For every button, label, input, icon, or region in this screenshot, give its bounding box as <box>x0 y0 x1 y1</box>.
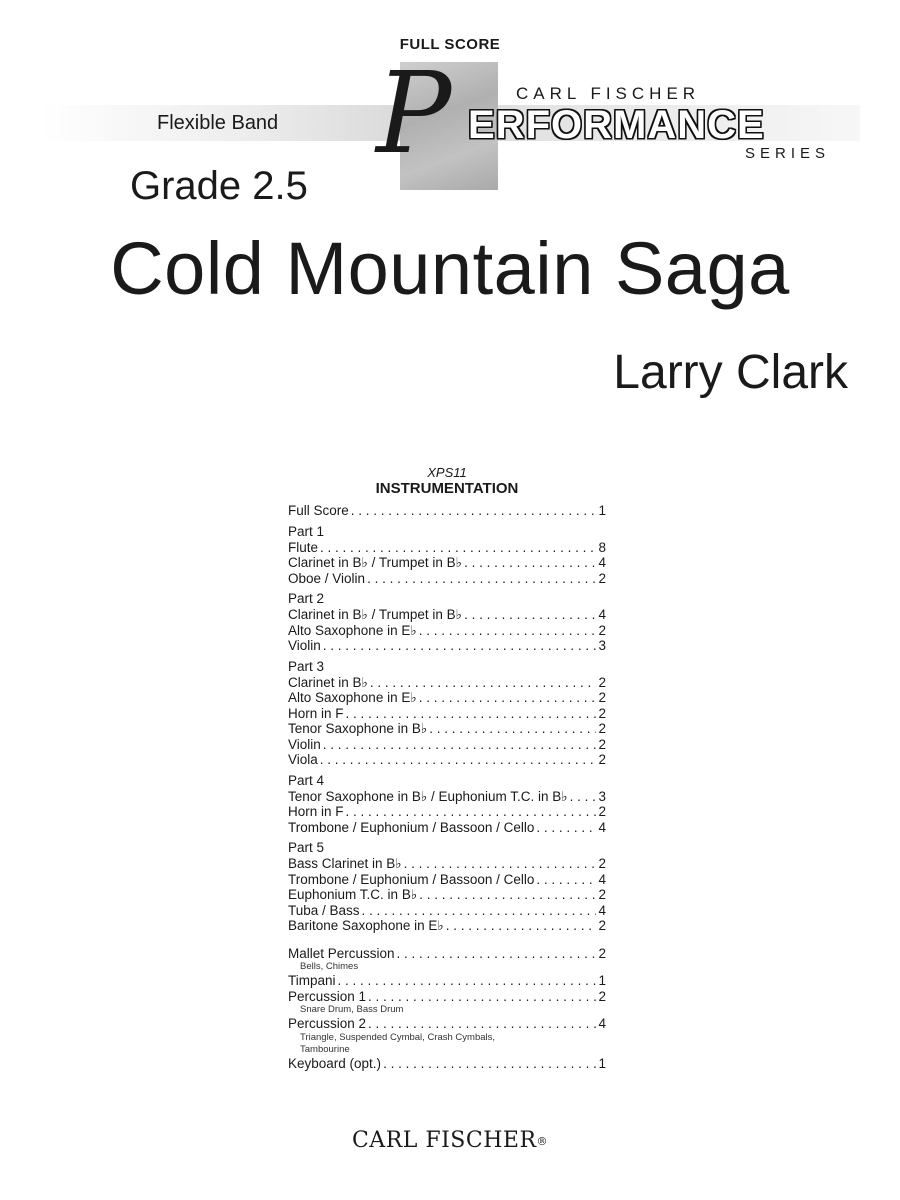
series-logo-letter: P <box>376 49 452 179</box>
list-item: Alto Saxophone in E♭ . . . 2 <box>288 690 606 706</box>
series-logo-publisher: CARL FISCHER <box>516 84 701 103</box>
list-item: Keyboard (opt.) . . . 1 <box>288 1056 606 1072</box>
list-item: Euphonium T.C. in B♭ . . . 2 <box>288 887 606 903</box>
list-item: Percussion 1 . . . 2 <box>288 989 606 1005</box>
list-item: Horn in F . . . 2 <box>288 706 606 722</box>
publisher-name: CARL FISCHER <box>351 1128 537 1153</box>
list-item: Alto Saxophone in E♭ . . . 2 <box>288 623 606 639</box>
list-item: Tuba / Bass . . . 4 <box>288 903 606 919</box>
instrumentation-list <box>288 465 606 1071</box>
list-item: Violin . . . 2 <box>288 737 606 753</box>
list-item-note: Bells, Chimes <box>300 961 359 972</box>
composer-name: Larry Clark <box>613 346 848 399</box>
grade-label: Grade 2.5 <box>130 164 308 208</box>
band-type-label: Flexible Band <box>157 112 279 134</box>
list-item: Clarinet in B♭ / Trumpet in B♭ . . . 4 <box>288 555 606 571</box>
piece-title: Cold Mountain Saga <box>110 227 790 310</box>
list-item: Percussion 2 . . . 4 <box>288 1016 606 1032</box>
registered-mark: ® <box>536 1135 549 1148</box>
list-item: Horn in F . . . 2 <box>288 804 606 820</box>
instrumentation-heading: INSTRUMENTATION <box>375 480 519 497</box>
part-heading: Part 1 <box>288 523 325 539</box>
part-heading: Part 2 <box>288 591 325 606</box>
part-heading: Part 5 <box>288 840 325 855</box>
list-item: Clarinet in B♭ . . . 2 <box>288 675 606 691</box>
list-item: Full Score . . . 1 <box>288 503 606 519</box>
list-item-note: Triangle, Suspended Cymbal, Crash Cymbals, <box>300 1031 496 1043</box>
series-logo-series: SERIES <box>745 145 831 162</box>
publisher-logo <box>0 1128 900 1153</box>
list-item: Flute . . . 8 <box>288 540 606 556</box>
list-item: Bass Clarinet in B♭ . . . 2 <box>288 856 606 872</box>
part-heading: Part 3 <box>288 658 325 674</box>
list-item: Viola . . . 2 <box>288 752 606 768</box>
list-item: Tenor Saxophone in B♭ / Euphonium T.C. in B♭ . . . 3 <box>288 789 606 805</box>
list-item: Clarinet in B♭ / Trumpet in B♭ . . . 4 <box>288 607 606 623</box>
list-item: Trombone / Euphonium / Bassoon / Cello . . . 4 <box>288 820 606 836</box>
list-item: Baritone Saxophone in E♭ . . . 2 <box>288 918 606 934</box>
list-item-note: Snare Drum, Bass Drum <box>300 1004 404 1015</box>
list-item: Tenor Saxophone in B♭ . . . 2 <box>288 721 606 737</box>
full-score-label: FULL SCORE <box>399 36 501 53</box>
part-heading: Part 4 <box>288 772 325 788</box>
series-logo-name: ERFORMANCE <box>468 103 765 147</box>
list-item: Timpani . . . 1 <box>288 973 606 989</box>
list-item: Violin . . . 3 <box>288 638 606 654</box>
catalog-code: XPS11 <box>427 465 467 480</box>
list-item-note: Tambourine <box>300 1043 350 1055</box>
list-item: Oboe / Violin . . . 2 <box>288 571 606 587</box>
list-item: Trombone / Euphonium / Bassoon / Cello . . . 4 <box>288 872 606 888</box>
list-item: Mallet Percussion . . . 2 <box>288 946 606 962</box>
